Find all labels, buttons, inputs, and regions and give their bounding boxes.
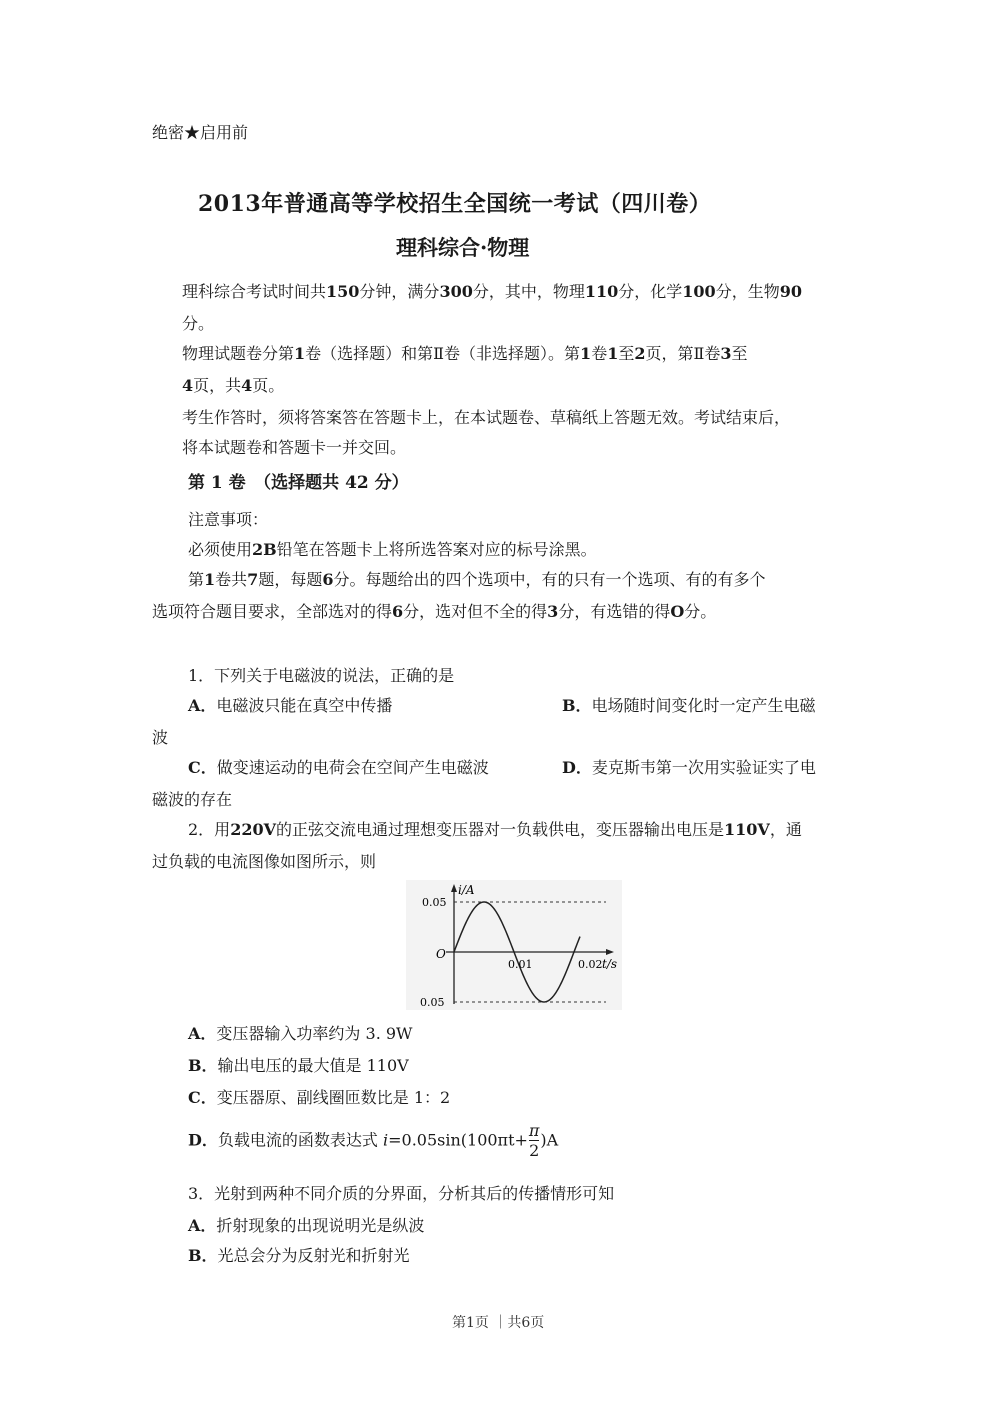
- notes-line-2: [188, 564, 765, 596]
- x-axis-label: t/s: [602, 957, 618, 971]
- option-letter: A．: [188, 1024, 217, 1043]
- q1-option-a: [188, 690, 392, 722]
- q2-text: 的正弦交流电通过理想变压器对一负载供电，变压器输出电压是: [276, 820, 725, 839]
- q2-option-c: [188, 1082, 450, 1114]
- q2-voltage: 110V: [724, 820, 770, 839]
- option-text: 光总会分为反射光和折射光: [217, 1246, 410, 1265]
- notes-number: 1: [204, 570, 216, 589]
- intro-number: 4: [182, 376, 194, 395]
- intro-line-1: [182, 276, 802, 308]
- notes-number: 2B: [252, 540, 277, 559]
- notes-text: 第: [188, 570, 205, 589]
- q2-option-b: [188, 1050, 409, 1082]
- intro-text: 卷（选择题）和第Ⅱ卷（非选择题）。第: [305, 344, 581, 363]
- x-tick-label: 0.01: [508, 958, 533, 971]
- notes-line-1: [188, 534, 597, 566]
- q2-text: ，通: [769, 820, 802, 839]
- page-subtitle: 理科综合·物理: [396, 235, 530, 260]
- intro-number: 1: [607, 344, 619, 363]
- notes-line-3: [152, 596, 716, 628]
- notes-number: O: [670, 602, 685, 621]
- q2-stem-line-2: 过负载的电流图像如图所示，则: [152, 852, 377, 871]
- option-text: 输出电压的最大值是 110V: [217, 1056, 409, 1075]
- option-text: 折射现象的出现说明光是纵波: [216, 1216, 425, 1235]
- intro-number: 1: [580, 344, 592, 363]
- notes-text: 分，有选错的得: [558, 602, 671, 621]
- section-heading: 第 1 卷 （选择题共 42 分）: [188, 473, 409, 493]
- q3-stem: 3．光射到两种不同介质的分界面，分析其后的传播情形可知: [188, 1184, 615, 1203]
- intro-line-3: [182, 338, 748, 370]
- notes-number: 7: [247, 570, 259, 589]
- intro-text: 卷: [591, 344, 608, 363]
- notes-number: 3: [547, 602, 559, 621]
- fraction-denominator: 2: [529, 1141, 540, 1160]
- intro-number: 110: [584, 282, 619, 301]
- intro-text: 分，生物: [715, 282, 780, 301]
- secret-mark: 绝密★启用前: [152, 123, 249, 142]
- notes-text: 分。: [684, 602, 717, 621]
- intro-text: 分，其中，物理: [472, 282, 585, 301]
- intro-number: 300: [439, 282, 473, 301]
- q2-stem-line-1: [188, 814, 802, 846]
- intro-line-5: 考生作答时，须将答案答在答题卡上，在本试题卷、草稿纸上答题无效。考试结束后，: [182, 408, 791, 427]
- intro-line-6: 将本试题卷和答题卡一并交回。: [182, 438, 407, 457]
- q2-voltage: 220V: [230, 820, 276, 839]
- y-tick-label: 0.05: [420, 996, 445, 1009]
- page-footer: 第1页 ｜共6页: [452, 1315, 545, 1331]
- intro-line-4: [182, 370, 284, 402]
- intro-text: 分钟，满分: [359, 282, 440, 301]
- intro-text: 页，共: [193, 376, 242, 395]
- option-text: 负载电流的函数表达式: [217, 1130, 383, 1150]
- intro-number: 90: [779, 282, 802, 301]
- pi-over-2-fraction: [529, 1122, 540, 1160]
- fraction-numerator: π: [528, 1121, 540, 1140]
- intro-number: 4: [241, 376, 253, 395]
- q3-option-b: [188, 1240, 410, 1272]
- intro-number: 1: [294, 344, 306, 363]
- q1-stem: 1．下列关于电磁波的说法，正确的是: [188, 666, 455, 685]
- notes-number: 6: [322, 570, 334, 589]
- intro-text: 页，第Ⅱ卷: [645, 344, 721, 363]
- notes-text: 题，每题: [258, 570, 323, 589]
- intro-text: 分，化学: [618, 282, 683, 301]
- intro-text: 页。: [252, 376, 285, 395]
- intro-number: 3: [720, 344, 732, 363]
- option-text: 变压器输入功率约为 3. 9W: [216, 1024, 413, 1043]
- current-time-graph: [406, 880, 622, 1010]
- intro-number: 100: [682, 282, 716, 301]
- x-tick-label: 0.02: [578, 958, 603, 971]
- q1-option-d-wrap: 磁波的存在: [152, 790, 233, 809]
- q1-option-b: [562, 690, 816, 722]
- intro-line-2: [182, 308, 214, 340]
- option-letter: C．: [188, 1088, 217, 1107]
- y-axis-label: i/A: [458, 883, 475, 897]
- q3-option-a: [188, 1210, 424, 1242]
- option-letter: C．: [188, 758, 217, 777]
- notes-text: 分。每题给出的四个选项中，有的只有一个选项、有的有多个: [333, 570, 766, 589]
- intro-number: 2: [634, 344, 646, 363]
- option-letter: D．: [562, 758, 592, 777]
- notes-text: 卷共: [215, 570, 248, 589]
- notes-text: 必须使用: [188, 540, 253, 559]
- intro-number: 150: [326, 282, 360, 301]
- q2-option-d: [188, 1122, 558, 1160]
- option-formula: )A: [540, 1130, 559, 1150]
- option-letter: B．: [188, 1246, 218, 1265]
- option-letter: A．: [188, 1216, 217, 1235]
- notes-text: 铅笔在答题卡上将所选答案对应的标号涂黑。: [276, 540, 597, 559]
- q1-option-d: [562, 752, 816, 784]
- notes-number: 6: [392, 602, 404, 621]
- option-text: 麦克斯韦第一次用实验证实了电: [591, 758, 816, 777]
- option-formula: =0.05sin(100πt+: [388, 1130, 528, 1150]
- intro-text: 至: [618, 344, 635, 363]
- intro-text: 理科综合考试时间共: [182, 282, 327, 301]
- notes-text: 选项符合题目要求，全部选对的得: [152, 602, 393, 621]
- option-letter: D．: [188, 1130, 218, 1150]
- option-text: 电场随时间变化时一定产生电磁: [591, 696, 816, 715]
- page-title: 2013年普通高等学校招生全国统一考试（四川卷）: [198, 191, 712, 217]
- q2-text: 2．用: [188, 820, 231, 839]
- option-text: 变压器原、副线圈匝数比是 1：2: [216, 1088, 451, 1107]
- option-letter: B．: [562, 696, 592, 715]
- option-letter: B．: [188, 1056, 218, 1075]
- intro-text: 至: [731, 344, 748, 363]
- y-tick-label: 0.05: [422, 896, 447, 909]
- intro-text: 物理试题卷分第: [182, 344, 295, 363]
- intro-text: 分。: [182, 314, 215, 333]
- current-variable: i: [382, 1130, 389, 1150]
- origin-label: O: [436, 947, 446, 961]
- notes-text: 分，选对但不全的得: [403, 602, 548, 621]
- notes-label: 注意事项：: [188, 510, 269, 529]
- option-text: 做变速运动的电荷会在空间产生电磁波: [216, 758, 489, 777]
- q1-option-c: [188, 752, 489, 784]
- option-text: 电磁波只能在真空中传播: [216, 696, 393, 715]
- q1-option-b-wrap: 波: [152, 728, 169, 747]
- option-letter: A．: [188, 696, 217, 715]
- q2-option-a: [188, 1018, 413, 1050]
